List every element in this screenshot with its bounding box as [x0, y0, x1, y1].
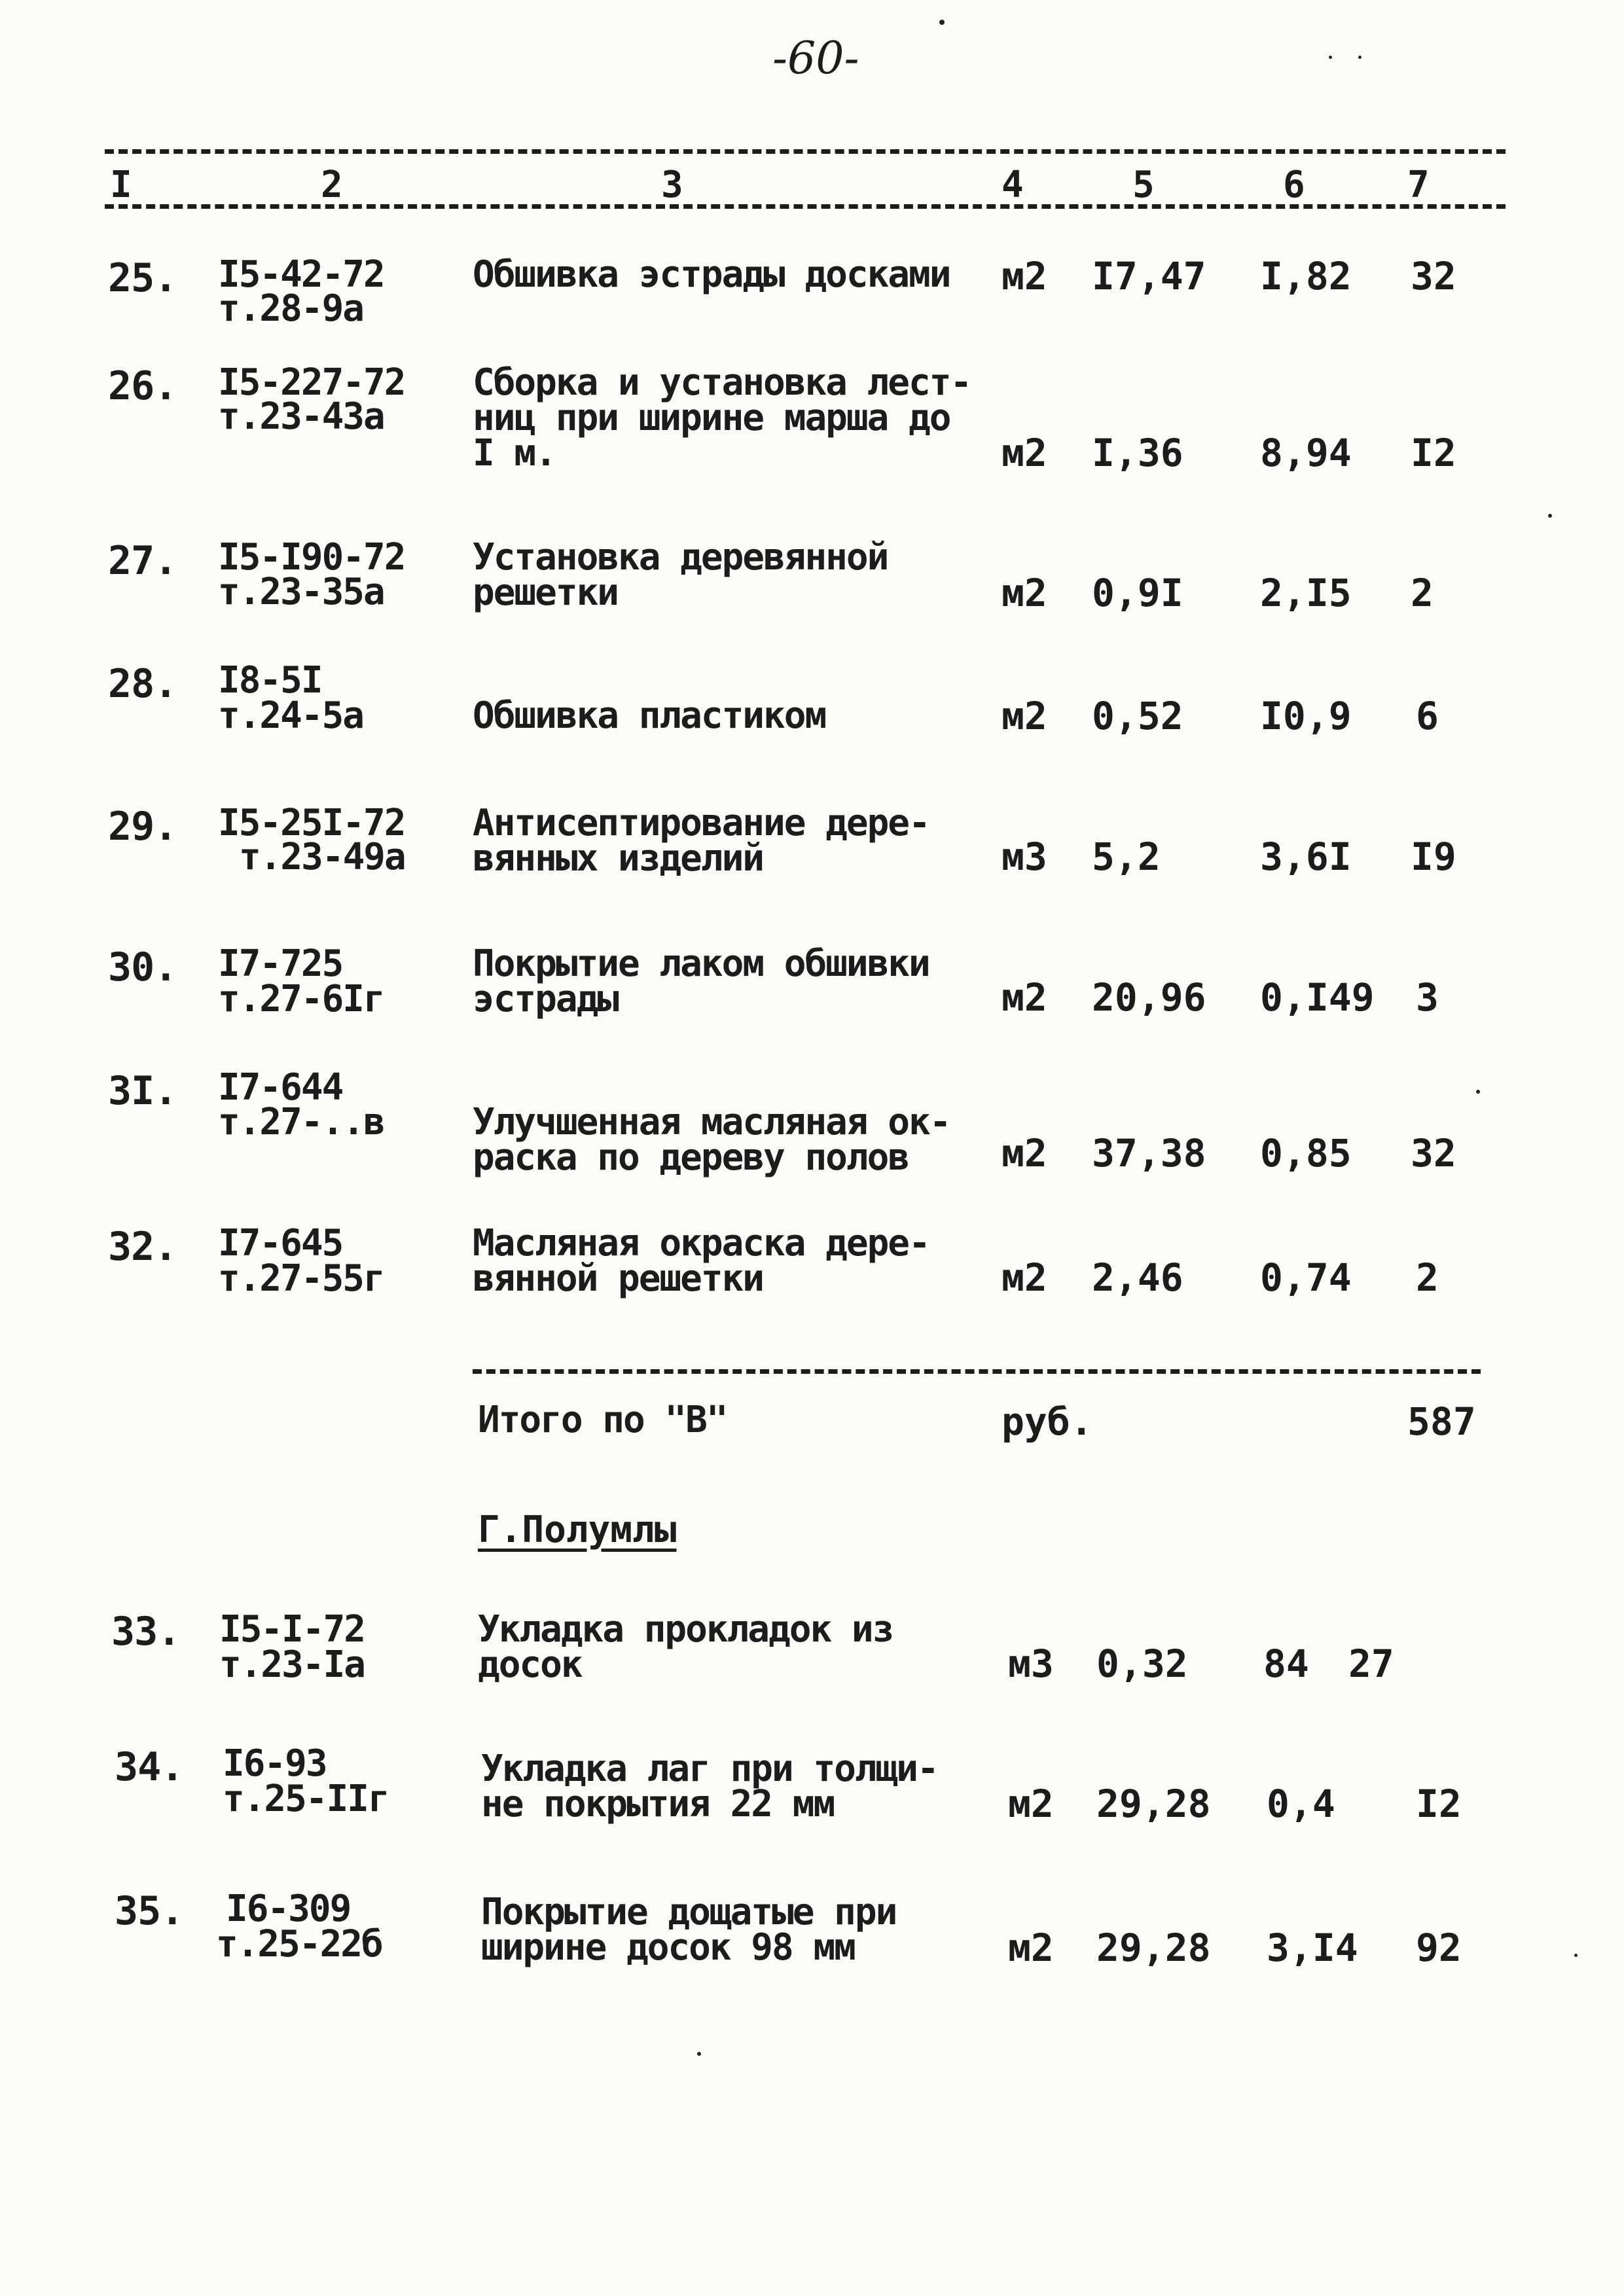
- row-code: I5-I90-72: [218, 536, 405, 579]
- header-col-3: 3: [661, 164, 683, 206]
- row-code-ref: т.28-9а: [218, 287, 364, 330]
- row-price: I,82: [1260, 254, 1352, 298]
- row-quantity: 37,38: [1092, 1131, 1206, 1175]
- row-desc-line: Улучшенная масляная ок-: [473, 1101, 950, 1143]
- row-desc-line: вянных изделий: [473, 837, 764, 880]
- row-desc-line: вянной решетки: [473, 1257, 764, 1300]
- row-unit: м2: [1001, 571, 1047, 615]
- row-price: 2,I5: [1260, 571, 1352, 615]
- row-price: I0,9: [1260, 694, 1352, 738]
- row-code-ref: т.23-Iа: [219, 1643, 365, 1686]
- row-price: 84: [1263, 1641, 1309, 1686]
- row-code-ref: т.27-..в: [218, 1101, 384, 1143]
- row-desc-line: досок: [478, 1643, 582, 1686]
- row-number: 25.: [108, 255, 177, 301]
- row-desc-line: Покрытие дощатые при: [481, 1891, 897, 1933]
- row-desc-line: ширине досок 98 мм: [481, 1926, 855, 1969]
- row-code: I6-309: [226, 1888, 351, 1930]
- row-number: 34.: [115, 1744, 184, 1790]
- header-col-1: I: [110, 164, 132, 206]
- scan-speck: [697, 2052, 701, 2056]
- row-unit: м2: [1001, 431, 1047, 475]
- row-code: I6-93: [223, 1742, 327, 1785]
- row-number: 35.: [115, 1888, 184, 1934]
- row-unit: м2: [1008, 1926, 1054, 1970]
- header-rule-top: [105, 149, 1506, 154]
- row-price: 3,I4: [1267, 1926, 1358, 1970]
- row-number: 28.: [108, 661, 177, 707]
- row-sum: I2: [1416, 1782, 1462, 1826]
- row-code-ref: т.23-49а: [239, 836, 405, 878]
- row-code-ref: т.24-5а: [218, 694, 364, 737]
- row-sum: 92: [1416, 1926, 1462, 1970]
- row-unit: м3: [1001, 834, 1047, 879]
- row-sum: 6: [1416, 694, 1439, 738]
- total-value: 587: [1407, 1399, 1476, 1444]
- row-sum: 32: [1411, 1131, 1456, 1175]
- row-code-ref: т.23-43а: [218, 395, 384, 438]
- row-price: 0,4: [1267, 1782, 1335, 1826]
- header-col-7: 7: [1407, 164, 1430, 206]
- row-sum: I2: [1411, 431, 1456, 475]
- scan-speck: [1329, 56, 1332, 59]
- total-rule: [473, 1369, 1481, 1374]
- row-number: 29.: [108, 804, 177, 850]
- row-code: I8-5I: [218, 659, 322, 702]
- row-desc-line: I м.: [473, 432, 556, 475]
- row-desc-line: Обшивка пластиком: [473, 694, 826, 737]
- row-number: 3I.: [108, 1068, 177, 1114]
- row-sum: 3: [1416, 975, 1439, 1020]
- header-rule-bottom: [105, 204, 1506, 209]
- row-sum: 2: [1411, 571, 1434, 615]
- row-number: 26.: [108, 363, 177, 409]
- row-code-ref: т.25-IIг: [223, 1778, 389, 1820]
- header-col-5: 5: [1132, 164, 1155, 206]
- row-code-ref: т.27-6Iг: [218, 978, 384, 1020]
- row-desc-line: раска по дереву полов: [473, 1136, 909, 1179]
- section-title: Г.Полумлы: [478, 1509, 677, 1551]
- row-desc-line: Антисептирование дере-: [473, 802, 929, 844]
- total-label: Итого по "В": [478, 1399, 727, 1441]
- row-desc-line: не покрытия 22 мм: [481, 1783, 835, 1825]
- scan-speck: [1574, 1954, 1578, 1957]
- row-quantity: 5,2: [1092, 834, 1161, 879]
- scan-speck: [1358, 56, 1362, 59]
- row-unit: м2: [1001, 975, 1047, 1020]
- row-quantity: 0,9I: [1092, 571, 1183, 615]
- row-code: I5-227-72: [218, 361, 405, 404]
- header-col-2: 2: [321, 164, 343, 206]
- header-col-4: 4: [1001, 164, 1024, 206]
- row-sum: I9: [1411, 834, 1456, 879]
- row-unit: м2: [1001, 254, 1047, 298]
- row-price: 8,94: [1260, 431, 1352, 475]
- row-unit: м2: [1001, 694, 1047, 738]
- scan-speck: [939, 20, 945, 25]
- row-unit: м3: [1008, 1641, 1054, 1686]
- row-code-ref: т.27-55г: [218, 1257, 384, 1300]
- row-sum: 27: [1348, 1641, 1394, 1686]
- row-code: I5-42-72: [218, 253, 384, 296]
- row-desc-line: Укладка лаг при толщи-: [481, 1748, 938, 1790]
- row-desc-line: Покрытие лаком обшивки: [473, 942, 929, 985]
- row-sum: 2: [1416, 1255, 1439, 1300]
- row-quantity: I7,47: [1092, 254, 1206, 298]
- row-price: 0,I49: [1260, 975, 1375, 1020]
- scan-speck: [1548, 514, 1552, 518]
- row-number: 30.: [108, 944, 177, 990]
- row-quantity: 29,28: [1096, 1782, 1211, 1826]
- row-quantity: 2,46: [1092, 1255, 1183, 1300]
- row-code: I7-644: [218, 1066, 343, 1109]
- row-code-ref: т.25-22б: [216, 1923, 382, 1965]
- row-number: 27.: [108, 538, 177, 584]
- row-unit: м2: [1001, 1131, 1047, 1175]
- row-desc-line: Масляная окраска дере-: [473, 1222, 929, 1265]
- row-sum: 32: [1411, 254, 1456, 298]
- row-price: 0,74: [1260, 1255, 1352, 1300]
- row-desc-line: Обшивка эстрады досками: [473, 253, 950, 296]
- row-quantity: 20,96: [1092, 975, 1206, 1020]
- row-code-ref: т.23-35а: [218, 571, 384, 613]
- row-quantity: 29,28: [1096, 1926, 1211, 1970]
- row-desc-line: решетки: [473, 571, 619, 614]
- row-desc-line: эстрады: [473, 978, 619, 1020]
- header-col-6: 6: [1283, 164, 1305, 206]
- total-unit: руб.: [1001, 1399, 1093, 1444]
- row-price: 0,85: [1260, 1131, 1352, 1175]
- row-unit: м2: [1001, 1255, 1047, 1300]
- scan-speck: [1476, 1090, 1480, 1094]
- row-code: I7-645: [218, 1222, 343, 1265]
- page-number: -60-: [772, 33, 859, 84]
- row-code: I5-I-72: [219, 1608, 365, 1651]
- row-number: 33.: [111, 1609, 181, 1655]
- row-code: I7-725: [218, 942, 343, 985]
- row-desc-line: Установка деревянной: [473, 536, 888, 579]
- row-unit: м2: [1008, 1782, 1054, 1826]
- row-desc-line: ниц при ширине марша до: [473, 397, 950, 439]
- row-quantity: I,36: [1092, 431, 1183, 475]
- row-code: I5-25I-72: [218, 802, 405, 844]
- row-desc-line: Сборка и установка лест-: [473, 361, 971, 404]
- row-desc-line: Укладка прокладок из: [478, 1608, 893, 1651]
- row-number: 32.: [108, 1224, 177, 1270]
- row-quantity: 0,52: [1092, 694, 1183, 738]
- row-price: 3,6I: [1260, 834, 1352, 879]
- row-quantity: 0,32: [1096, 1641, 1188, 1686]
